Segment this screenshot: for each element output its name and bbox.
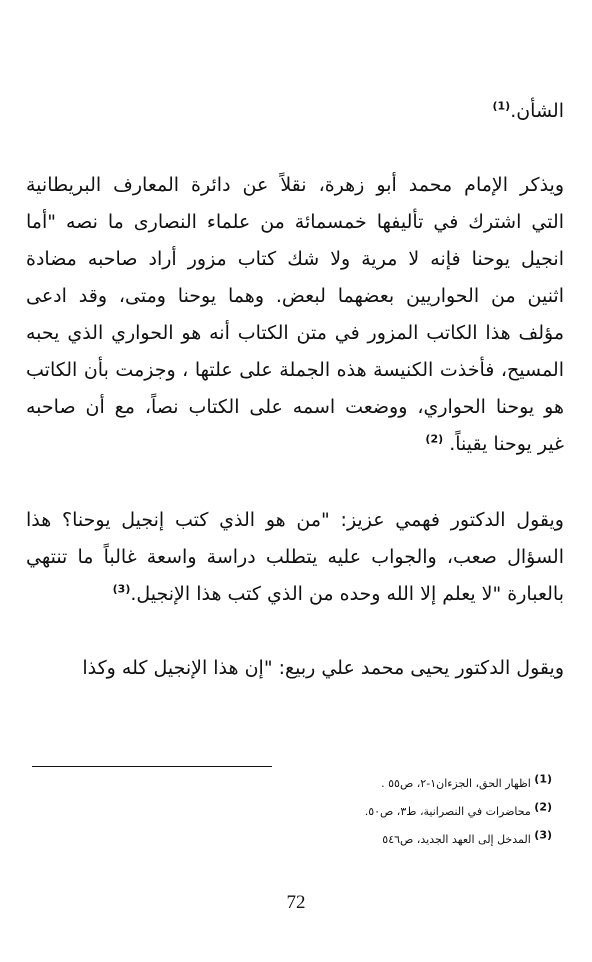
footnote-text: محاضرات في النصرانية، ط٣، ص٥٠. xyxy=(364,805,531,818)
footnote-1 xyxy=(381,772,552,792)
footnote-3 xyxy=(382,828,552,848)
text-line: مؤلف هذا الكاتب المزور في متن الكتاب أنه هو الحواري الذي يحبه xyxy=(26,322,564,344)
text-line: انجيل يوحنا فإنه لا مرية ولا شك كتاب مزور أراد صاحبه مضادة xyxy=(26,248,564,270)
footnote-ref-2: (2) xyxy=(425,432,444,446)
text-line: ويقول الدكتور يحيى محمد علي ربيع: "إن هذا الإنجيل كله وكذا xyxy=(82,657,564,679)
text-fragment: الشأن. xyxy=(510,100,564,122)
footnote-marker: (3) xyxy=(534,828,552,842)
text-line: السؤال صعب، والجواب عليه يتطلب دراسة واسعة غالباً ما تنتهي xyxy=(26,546,564,568)
text-line: اثنين من الحواريين بعضهما لبعض. وهما يوحنا ومتى، وقد ادعى xyxy=(26,285,564,307)
text-line: هو يوحنا الحواري، ووضعت اسمه على الكتاب نصاً، مع أن صاحبه xyxy=(26,396,564,418)
footnote-marker: (1) xyxy=(534,772,552,786)
text-line: ويقول الدكتور فهمي عزيز: "من هو الذي كتب إنجيل يوحنا؟ هذا xyxy=(26,509,564,531)
text-line: التي اشترك في تأليفها خمسمائة من علماء النصارى ما نصه "أما xyxy=(26,211,564,233)
text-line: المسيح، فأخذت الكنيسة هذه الجملة على علتها ، وجزمت بأن الكاتب xyxy=(26,359,564,381)
text-fragment: غير يوحنا يقيناً. xyxy=(449,433,564,455)
text-line-paragraph-end xyxy=(425,429,564,459)
footnote-marker: (2) xyxy=(534,800,552,814)
text-line: ويذكر الإمام محمد أبو زهرة، نقلاً عن دائرة المعارف البريطانية xyxy=(26,174,564,196)
footnote-text: المدخل إلى العهد الجديد، ص٥٤٦ xyxy=(382,833,531,846)
text-fragment: بالعبارة "لا يعلم إلا الله وحده من الذي كتب هذا الإنجيل. xyxy=(130,583,564,605)
footnote-2 xyxy=(364,800,552,820)
page-number: 72 xyxy=(286,892,306,913)
text-line-opening xyxy=(492,96,564,126)
text-line-paragraph-end xyxy=(113,579,564,609)
footnote-text: اظهار الحق، الجزءان١-٢، ص٥٥ . xyxy=(381,777,531,790)
footnote-separator xyxy=(32,766,272,767)
footnote-ref-1: (1) xyxy=(492,99,511,113)
footnote-ref-3: (3) xyxy=(112,582,131,596)
